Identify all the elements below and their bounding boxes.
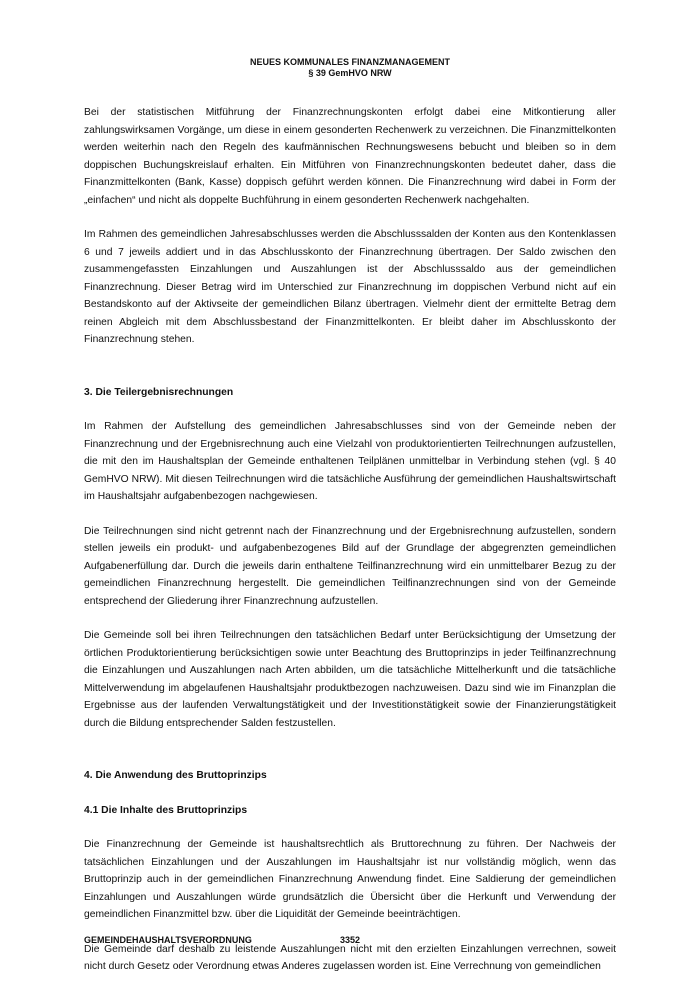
paragraph: Die Finanzrechnung der Gemeinde ist haushaltsrechtlich als Bruttorechnung zu führen. Der Nachweis der tatsächlichen Einzahlungen und der Auszahlungen im Haushaltsjahr ist nur vollständig möglich, wenn das Bruttoprinzip auch in der gemeindlichen Finanzrechnung Anwendung findet. Eine Saldierung der gemeindlichen Einzahlungen und Auszahlungen würde grundsätzlich die Übersicht über die Herkunft und Verwendung der gemeindlichen Finanzmittel bzw. über die Liquidität der Gemeinde beeinträchtigen.: [84, 839, 616, 920]
subsection-heading: 4.1 Die Inhalte des Bruttoprinzips: [84, 804, 248, 816]
paragraph: Die Gemeinde darf deshalb zu leistende Auszahlungen nicht mit den erzielten Einzahlungen verrechnen, soweit nicht durch Gesetz oder Verordnung etwas Anderes zugelassen worden ist. Eine Verrechnung von gemeindlichen: [84, 943, 616, 972]
section-heading: 3. Die Teilergebnisrechnungen: [84, 386, 234, 398]
footer-title: GEMEINDEHAUSHALTSVERORDNUNG: [84, 935, 252, 945]
paragraph: Die Gemeinde soll bei ihren Teilrechnungen den tatsächlichen Bedarf unter Berücksichtigung der Umsetzung der örtlichen Produktorientierung berücksichtigen sowie unter Beachtung des Bruttoprinzips in jeder Teilfinanzrechnung die Einzahlungen und Auszahlungen nach Arten abbilden, um die tatsächliche Mittelherkunft und die tatsächliche Mittelverwendung im abgelaufenen Haushaltsjahr produktbezogen nachzuweisen. Dazu sind wie im Finanzplan die Ergebnisse aus der laufenden Verwaltungstätigkeit und der Investitionstätigkeit sowie der Finanzierungstätigkeit durch die Bildung entsprechender Salden festzustellen.: [84, 630, 616, 729]
page-header: [0, 57, 700, 79]
header-title: NEUES KOMMUNALES FINANZMANAGEMENT: [250, 57, 450, 67]
paragraph: Bei der statistischen Mitführung der Finanzrechnungskonten erfolgt dabei eine Mitkontierung aller zahlungswirksamen Vorgänge, um diese in einem gesonderten Rechenwerk zu verzeichnen. Die Finanzmittelkonten werden weiterhin nach den Regeln des kaufmännischen Rechnungswesens bebucht und bleiben so in dem doppischen Buchungskreislauf erhalten. Ein Mitführen von Finanzrechnungskonten bedeutet daher, dass die Finanzmittelkonten (Bank, Kasse) doppisch geführt werden können. Die Finanzrechnung wird dabei in Form der „einfachen“ und nicht als doppelte Buchführung in einem gesonderten Rechenwerk nachgehalten.: [84, 107, 616, 206]
paragraph: Im Rahmen der Aufstellung des gemeindlichen Jahresabschlusses sind von der Gemeinde neben der Finanzrechnung und der Ergebnisrechnung auch eine Vielzahl von produktorientierten Teilrechnungen aufzustellen, die mit den im Haushaltsplan der Gemeinde enthaltenen Teilplänen unmittelbar in Verbindung stehen (vgl. § 40 GemHVO NRW). Mit diesen Teilrechnungen wird die tatsächliche Ausführung der gemeindlichen Haushaltswirtschaft im Haushaltsjahr aufgabenbezogen nachgewiesen.: [84, 421, 616, 502]
section-heading: 4. Die Anwendung des Bruttoprinzips: [84, 770, 267, 781]
header-subtitle: § 39 GemHVO NRW: [308, 68, 392, 78]
paragraph: Die Teilrechnungen sind nicht getrennt nach der Finanzrechnung und der Ergebnisrechnung aufzustellen, sondern stellen jeweils ein produkt- und aufgabenbezogenes Bild auf der Grundlage der abgegrenzten gemeindlichen Aufgabenerfüllung dar. Durch die jeweils darin enthaltene Teilfinanzrechnung wird ein unmittelbarer Bezug zu der gemeindlichen Finanzrechnung hergestellt. Die gemeindlichen Teilfinanzrechnungen sind von der Gemeinde entsprechend der Gliederung ihrer Finanzrechnung aufzustellen.: [84, 525, 616, 607]
page-number: 3352: [340, 935, 361, 945]
document-body: [84, 104, 616, 993]
paragraph: Im Rahmen des gemeindlichen Jahresabschlusses werden die Abschlusssalden der Konten aus den Kontenklassen 6 und 7 jeweils addiert und in das Abschlusskonto der Finanzrechnung übertragen. Der Saldo zwischen den zusammengefassten Einzahlungen und Auszahlungen ist der Abschlusssaldo aus der gemeindlichen Finanzrechnung. Dieser Betrag wird im Unterschied zur Finanzrechnung im doppischen Verbund nicht auf ein Bestandskonto auf der Aktivseite der gemeindlichen Bilanz übertragen. Vielmehr dient der ermittelte Betrag dem reinen Abgleich mit dem Abschlussbestand der Finanzmittelkonten. Er bleibt daher im Abschlusskonto der Finanzrechnung stehen.: [84, 229, 616, 345]
